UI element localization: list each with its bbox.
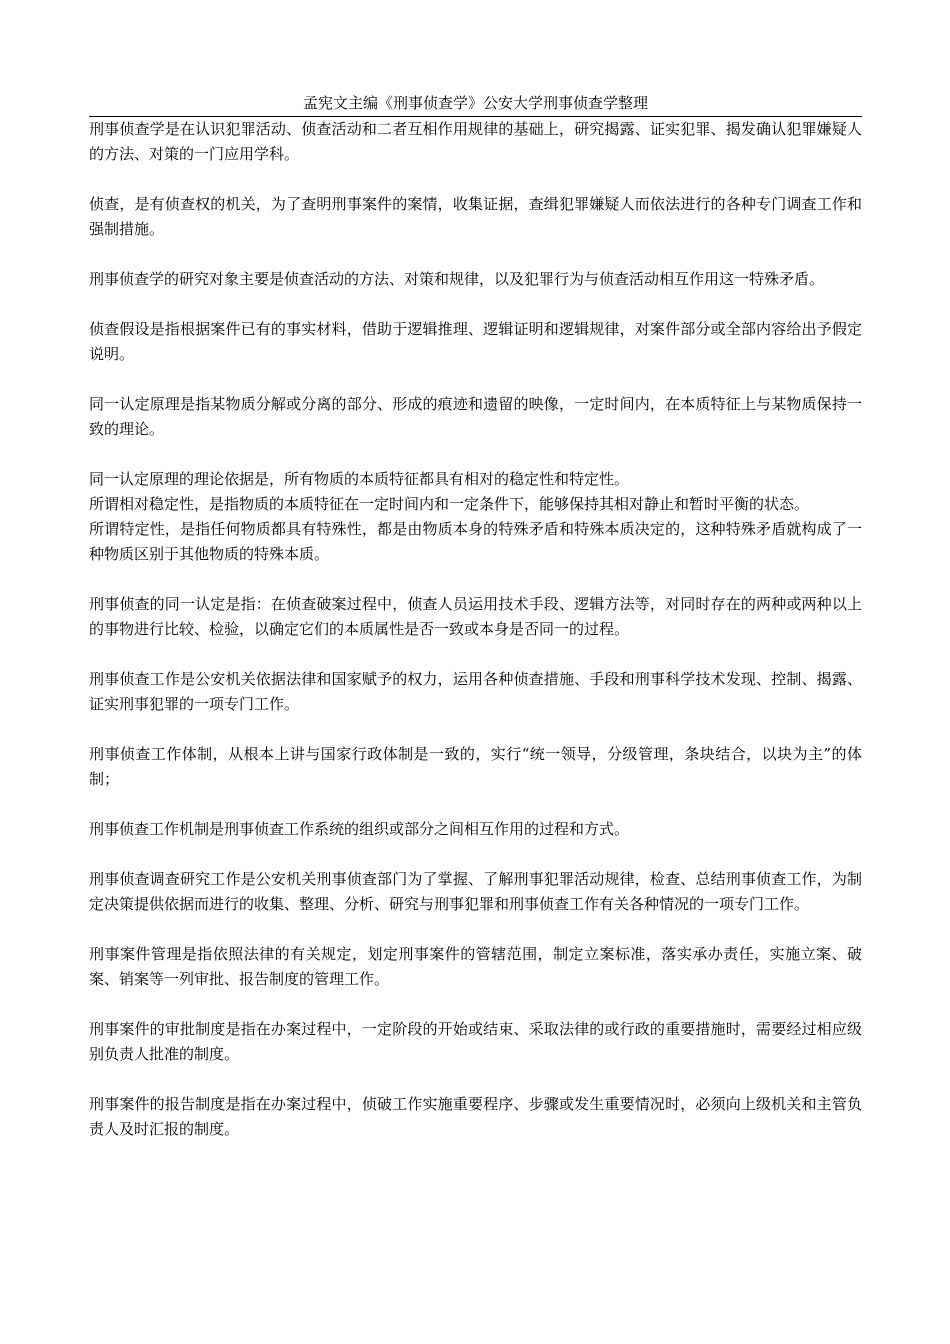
page-header: 孟宪文主编《刑事侦查学》公安大学刑事侦查学整理 (89, 92, 862, 117)
paragraph-investigation-hypothesis: 侦查假设是指根据案件已有的事实材料，借助于逻辑推理、逻辑证明和逻辑规律，对案件部分或全部内容给出予假定说明。 (89, 320, 862, 363)
document-body (89, 117, 862, 1142)
paragraph-report-system: 刑事案件的报告制度是指在办案过程中，侦破工作实施重要程序、步骤或发生重要情况时，必须向上级机关和主管负责人及时汇报的制度。 (89, 1095, 862, 1138)
paragraph-case-management: 刑事案件管理是指依照法律的有关规定，划定刑事案件的管辖范围，制定立案标准，落实承办责任，实施立案、破案、销案等一列审批、报告制度的管理工作。 (89, 945, 862, 988)
document-page (89, 92, 862, 1142)
paragraph-identity-principle: 同一认定原理是指某物质分解或分离的部分、形成的痕迹和遗留的映像，一定时间内，在本质特征上与某物质保持一致的理论。 (89, 395, 862, 438)
paragraph-definition-investigation: 侦查，是有侦查权的机关，为了查明刑事案件的案情，收集证据，查缉犯罪嫌疑人而依法进行的各种专门调查工作和强制措施。 (89, 195, 862, 238)
paragraph-identity-determination: 刑事侦查的同一认定是指：在侦查破案过程中，侦查人员运用技术手段、逻辑方法等，对同时存在的两种或两种以上的事物进行比较、检验，以确定它们的本质属性是否一致或本身是否同一的过程。 (89, 595, 862, 638)
paragraph-work-system: 刑事侦查工作体制，从根本上讲与国家行政体制是一致的，实行“统一领导，分级管理，条块结合，以块为主”的体制； (89, 745, 862, 788)
paragraph-research-work: 刑事侦查调查研究工作是公安机关刑事侦查部门为了掌握、了解刑事犯罪活动规律，检查、总结刑事侦查工作，为制定决策提供依据而进行的收集、整理、分析、研究与刑事犯罪和刑事侦查工作有关各种情况的一项专门工作。 (89, 870, 862, 913)
paragraph-work-mechanism: 刑事侦查工作机制是刑事侦查工作系统的组织或部分之间相互作用的过程和方式。 (89, 820, 630, 838)
paragraph-definition-criminal-investigation-science: 刑事侦查学是在认识犯罪活动、侦查活动和二者互相作用规律的基础上，研究揭露、证实犯罪、揭发确认犯罪嫌疑人的方法、对策的一门应用学科。 (89, 120, 862, 163)
paragraph-research-object: 刑事侦查学的研究对象主要是侦查活动的方法、对策和规律，以及犯罪行为与侦查活动相互作用这一特殊矛盾。 (89, 270, 825, 288)
paragraph-approval-system: 刑事案件的审批制度是指在办案过程中，一定阶段的开始或结束、采取法律的或行政的重要措施时，需要经过相应级别负责人批准的制度。 (89, 1020, 862, 1063)
paragraph-specificity: 所谓特定性，是指任何物质都具有特殊性，都是由物质本身的特殊矛盾和特殊本质决定的，这种特殊矛盾就构成了一种物质区别于其他物质的特殊本质。 (89, 520, 862, 563)
paragraph-investigation-work: 刑事侦查工作是公安机关依据法律和国家赋予的权力，运用各种侦查措施、手段和刑事科学技术发现、控制、揭露、证实刑事犯罪的一项专门工作。 (89, 670, 862, 713)
paragraph-identity-theory-basis: 同一认定原理的理论依据是，所有物质的本质特征都具有相对的稳定性和特定性。 (89, 470, 630, 488)
paragraph-relative-stability: 所谓相对稳定性，是指物质的本质特征在一定时间内和一定条件下，能够保持其相对静止和暂时平衡的状态。 (89, 495, 810, 513)
